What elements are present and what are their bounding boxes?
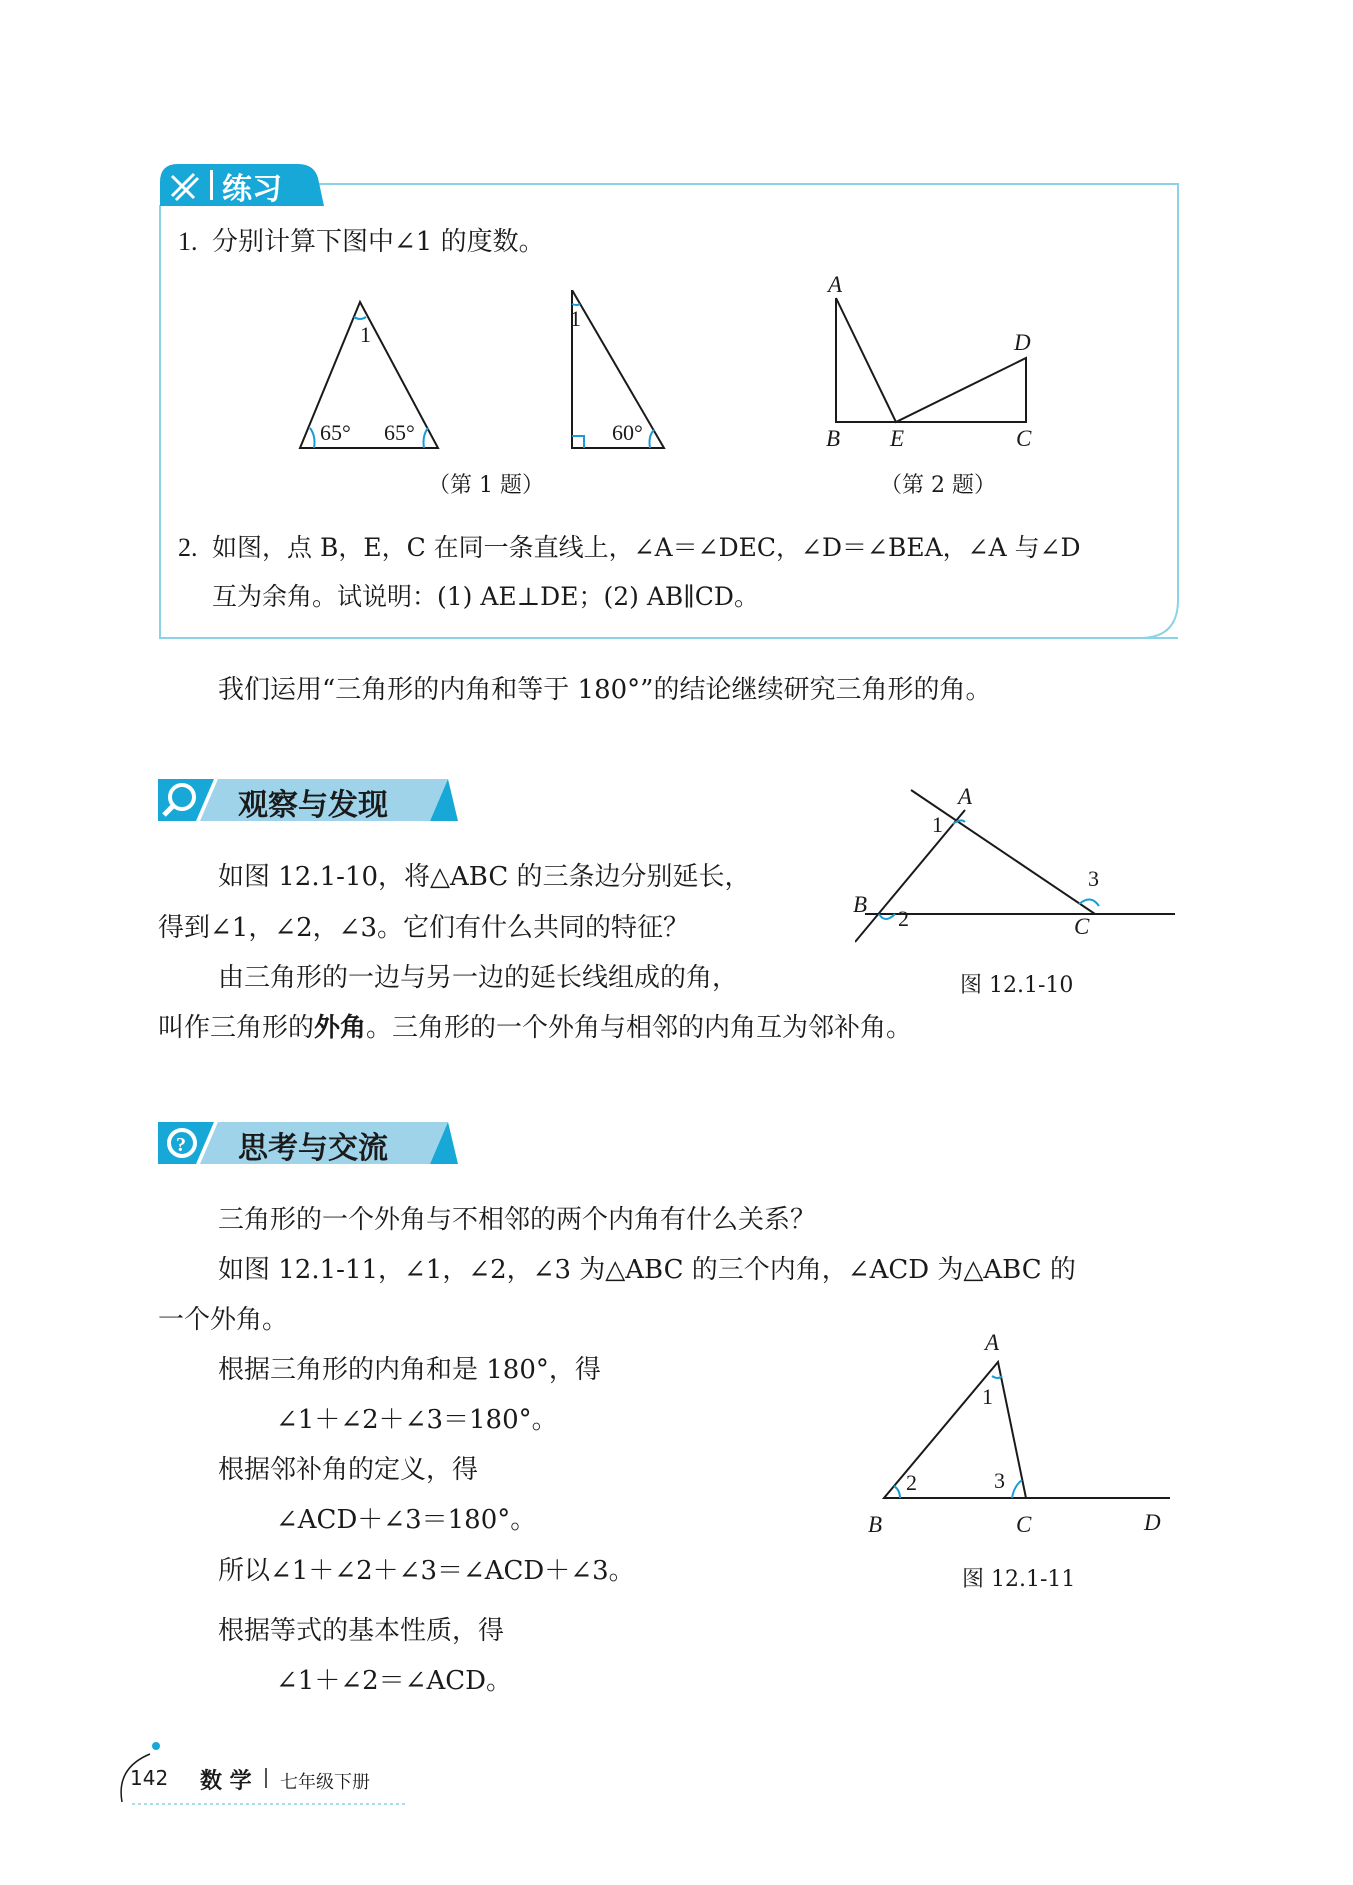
observe-title: 观察与发现	[238, 788, 388, 823]
fig1-caption: （第 1 题）	[428, 473, 544, 498]
fig11-label-A: A	[985, 1330, 1000, 1355]
fig2-label-D: D	[1014, 330, 1031, 355]
think-eq1: ∠1＋∠2＋∠3＝180°。	[276, 1405, 558, 1435]
fig11-label-2: 2	[906, 1470, 917, 1495]
figure-12-1-10-caption: 图 12.1-10	[960, 973, 1074, 998]
q1-number: 1.	[178, 227, 198, 256]
observe-p1-line2: 得到∠1，∠2，∠3。它们有什么共同的特征？	[158, 913, 689, 943]
right-angle-mark	[572, 436, 584, 448]
footer-grade: 七年级下册	[280, 1772, 370, 1793]
angle-arc	[894, 1486, 900, 1498]
q2-figure-lines	[836, 298, 1026, 422]
footer-subject: 数 学	[200, 1769, 252, 1794]
text-part: 。三角形的一个外角与相邻的内角互为邻补角。	[366, 1013, 913, 1043]
page-number: 142	[130, 1766, 169, 1790]
fig11-label-1: 1	[982, 1384, 993, 1409]
term-exterior-angle: 外角	[314, 1013, 367, 1043]
angle-arc	[992, 1376, 1002, 1378]
tri1-left-label: 65°	[320, 420, 351, 445]
angle-arc	[424, 428, 429, 448]
think-p1-line2: 一个外角。	[158, 1305, 289, 1335]
fig2-label-A: A	[828, 272, 843, 297]
text-part: 叫作三角形的	[158, 1013, 315, 1043]
think-p1-line1: 如图 12.1-11，∠1，∠2，∠3 为△ABC 的三个内角，∠ACD 为△ABC 的	[218, 1255, 1076, 1285]
fig10-label-2: 2	[898, 906, 909, 931]
q2-figure	[820, 290, 1050, 430]
think-eq2: ∠ACD＋∠3＝180°。	[276, 1505, 537, 1535]
tri1-right-label: 65°	[384, 420, 415, 445]
think-question: 三角形的一个外角与不相邻的两个内角有什么关系？	[218, 1205, 817, 1235]
intro-paragraph: 我们运用“三角形的内角和等于 180°”的结论继续研究三角形的角。	[218, 675, 992, 705]
think-eq4: ∠1＋∠2＝∠ACD。	[276, 1666, 512, 1696]
tri2-right-label: 60°	[612, 420, 643, 445]
think-step4: 根据等式的基本性质，得	[218, 1616, 505, 1646]
q2-line2: 互为余角。试说明：(1) AE⊥DE；(2) AB∥CD。	[212, 582, 759, 611]
fig11-label-C: C	[1016, 1512, 1032, 1537]
angle-arc	[572, 304, 580, 305]
fig10-label-C: C	[1074, 914, 1090, 939]
line-AC-extended	[911, 790, 1095, 914]
fig10-label-A: A	[958, 784, 973, 809]
fig11-label-D: D	[1144, 1510, 1161, 1535]
fig10-label-3: 3	[1088, 866, 1099, 891]
fig11-label-B: B	[868, 1512, 883, 1537]
practice-title: 练习	[222, 172, 282, 207]
q1-text: 分别计算下图中∠1 的度数。	[212, 227, 545, 257]
angle-arc	[354, 317, 366, 319]
q2-line1: 如图，点 B，E，C 在同一条直线上，∠A＝∠DEC，∠D＝∠BEA，∠A 与∠D	[212, 533, 1081, 562]
think-step1: 根据三角形的内角和是 180°，得	[218, 1355, 601, 1385]
fig2-label-C: C	[1016, 426, 1032, 451]
pencil-ruler-icon	[166, 168, 204, 202]
angle-arc	[310, 428, 315, 448]
fig2-caption: （第 2 题）	[880, 473, 996, 498]
fig11-label-3: 3	[994, 1468, 1005, 1493]
think-step3: 所以∠1＋∠2＋∠3＝∠ACD＋∠3。	[218, 1556, 635, 1586]
think-step2: 根据邻补角的定义，得	[218, 1455, 479, 1485]
angle-arc	[650, 430, 655, 448]
observe-p2-line2	[158, 1011, 912, 1045]
q2-number: 2.	[178, 533, 198, 562]
fig2-label-B: B	[826, 426, 841, 451]
svg-text:?: ?	[176, 1134, 186, 1156]
tri2-top-label: 1	[570, 306, 581, 331]
fig10-label-B: B	[853, 892, 868, 917]
angle-arc	[1012, 1480, 1022, 1498]
observe-p1-line1: 如图 12.1-10，将△ABC 的三条边分别延长，	[218, 862, 751, 892]
fig2-label-E: E	[890, 426, 905, 451]
observe-p2-line1: 由三角形的一边与另一边的延长线组成的角，	[218, 963, 739, 993]
figure-12-1-11-caption: 图 12.1-11	[962, 1567, 1076, 1592]
line-BA-extended	[855, 810, 965, 942]
fig10-label-1: 1	[932, 812, 943, 837]
tri1-top-label: 1	[360, 322, 371, 347]
think-title: 思考与交流	[238, 1131, 388, 1166]
